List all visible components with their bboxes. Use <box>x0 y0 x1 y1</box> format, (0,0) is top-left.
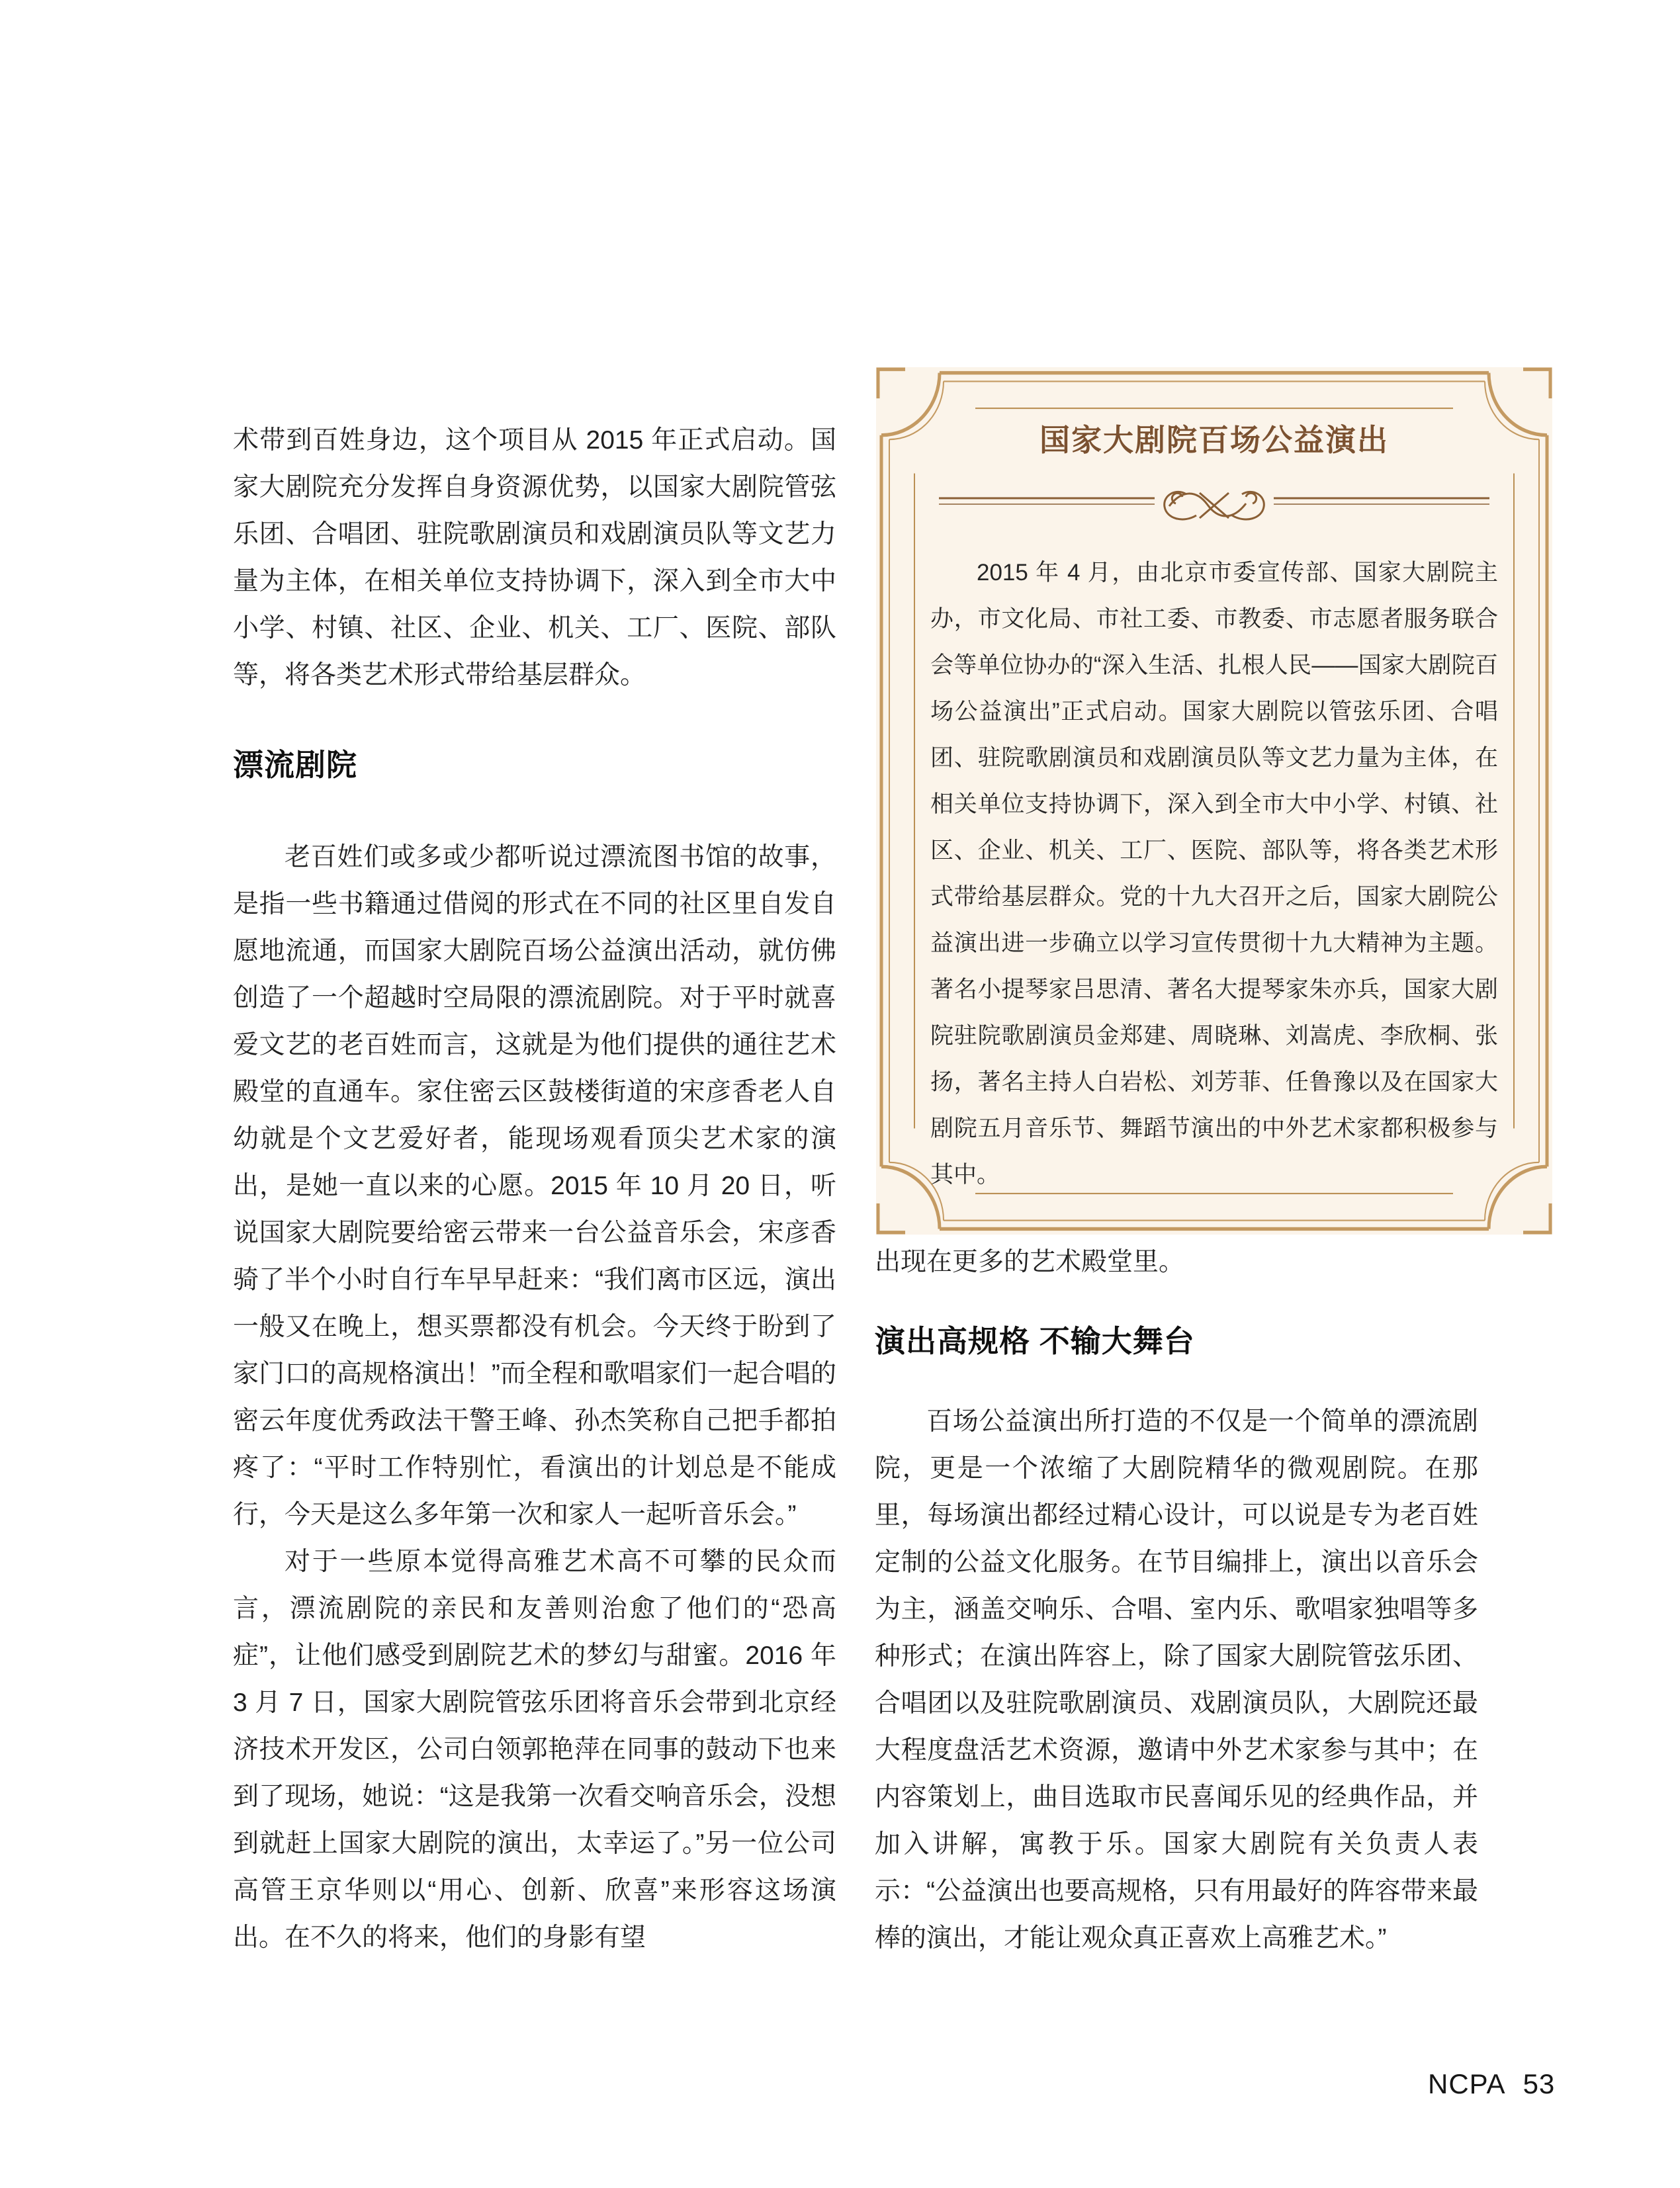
infobox-body: 2015 年 4 月，由北京市委宣传部、国家大剧院主办，市文化局、市社工委、市教委、市志愿者服务联合会等单位协办的“深入生活、扎根人民——国家大剧院百场公益演出”正式启动。国家大剧院以管弦乐团、合唱团、驻院歌剧演员和戏剧演员队等文艺力量为主体，在相关单位支持协调下，深入到全市大中小学、村镇、社区、企业、机关、工厂、医院、部队等，将各类艺术形式带给基层群众。党的十九大召开之后，国家大剧院公益演出进一步确立以学习宣传贯彻十九大精神为主题。著名小提琴家吕思清、著名大提琴家朱亦兵，国家大剧院驻院歌剧演员金郑建、周晓琳、刘嵩虎、李欣桐、张扬，著名主持人白岩松、刘芳菲、任鲁豫以及在国家大剧院五月音乐节、舞蹈节演出的中外艺术家都积极参与其中。 <box>930 560 1498 1188</box>
infobox-title: 国家大剧院百场公益演出 <box>1039 423 1389 457</box>
section-heading-high-standard: 演出高规格 不输大舞台 <box>875 1324 1195 1358</box>
paragraph: 老百姓们或多或少都听说过漂流图书馆的故事，是指一些书籍通过借阅的形式在不同的社区里自发自愿地流通，而国家大剧院百场公益演出活动，就仿佛创造了一个超越时空局限的漂流剧院。对于平时就喜爱文艺的老百姓而言，这就是为他们提供的通往艺术殿堂的直通车。家住密云区鼓楼街道的宋彦香老人自幼就是个文艺爱好者，能现场观看顶尖艺术家的演出，是她一直以来的心愿。2015 年 10 月 20 日，听说国家大剧院要给密云带来一台公益音乐会，宋彦香骑了半个小时自行车早早赶来：“我们离市区远，演出一般又在晚上，想买票都没有机会。今天终于盼到了家门口的高规格演出！”而全程和歌唱家们一起合唱的密云年度优秀政法干警王峰、孙杰笑称自己把手都拍疼了：“平时工作特别忙，看演出的计划总是不能成行，今天是这么多年第一次和家人一起听音乐会。” <box>233 843 836 1529</box>
paragraph: 对于一些原本觉得高雅艺术高不可攀的民众而言，漂流剧院的亲民和友善则治愈了他们的“恐高症”，让他们感受到剧院艺术的梦幻与甜蜜。2016 年 3 月 7 日，国家大剧院管弦乐团将音乐会带到北京经济技术开发区，公司白领郭艳萍在同事的鼓动下也来到了现场，她说：“这是我第一次看交响音乐会，没想到就赶上国家大剧院的演出，太幸运了。”另一位公司高管王京华则以“用心、创新、欣喜”来形容这场演出。在不久的将来，他们的身影有望 <box>233 1548 836 1952</box>
page-number: 53 <box>1523 2068 1556 2099</box>
divider-ornament <box>936 482 1492 525</box>
page-footer <box>1428 2068 1555 2100</box>
left-column <box>233 417 836 1961</box>
section-heading-drifting-theatre: 漂流剧院 <box>233 748 357 782</box>
infobox-content <box>876 367 1552 1235</box>
right-column <box>875 1239 1478 1962</box>
sidebar-infobox <box>876 367 1552 1235</box>
paragraph: 术带到百姓身边，这个项目从 2015 年正式启动。国家大剧院充分发挥自身资源优势，以国家大剧院管弦乐团、合唱团、驻院歌剧演员和戏剧演员队等文艺力量为主体，在相关单位支持协调下，深入到全市大中小学、村镇、社区、企业、机关、工厂、医院、部队等，将各类艺术形式带给基层群众。 <box>233 426 836 689</box>
paragraph: 出现在更多的艺术殿堂里。 <box>875 1248 1185 1276</box>
paragraph: 百场公益演出所打造的不仅是一个简单的漂流剧院，更是一个浓缩了大剧院精华的微观剧院。在那里，每场演出都经过精心设计，可以说是专为老百姓定制的公益文化服务。在节目编排上，演出以音乐会为主，涵盖交响乐、合唱、室内乐、歌唱家独唱等多种形式；在演出阵容上，除了国家大剧院管弦乐团、合唱团以及驻院歌剧演员、戏剧演员队，大剧院还最大程度盘活艺术资源，邀请中外艺术家参与其中；在内容策划上，曲目选取市民喜闻乐见的经典作品，并加入讲解，寓教于乐。国家大剧院有关负责人表示：“公益演出也要高规格，只有用最好的阵容带来最棒的演出，才能让观众真正喜欢上高雅艺术。” <box>875 1407 1478 1952</box>
journal-name: NCPA <box>1428 2068 1506 2099</box>
